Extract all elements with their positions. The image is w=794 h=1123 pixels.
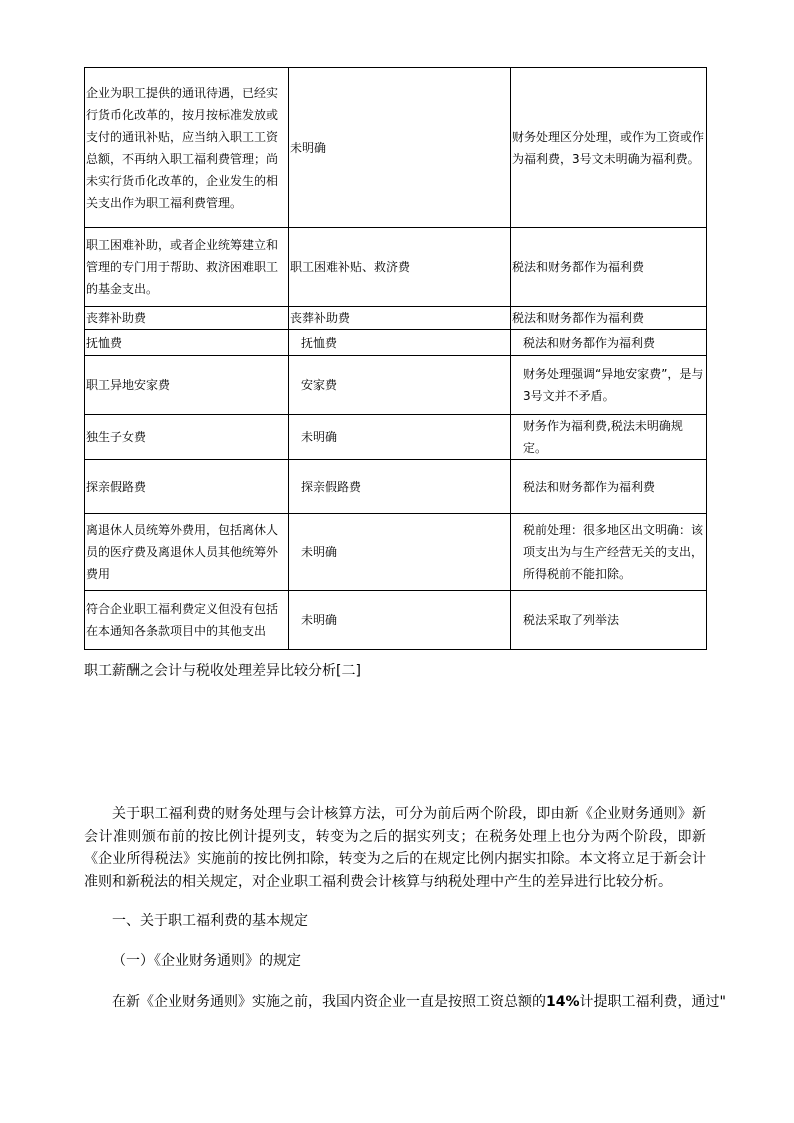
body-percentage: 14% [546,994,580,1010]
table-cell-tax: 未明确 [289,68,511,228]
table-cell-note: 税法采取了列举法 [511,591,707,650]
table-row [85,460,707,514]
table-row [85,228,707,307]
table-cell-note: 财务作为福利费,税法未明确规定。 [511,415,707,460]
table-cell-item: 丧葬补助费 [85,307,289,330]
table-cell-tax: 未明确 [289,415,511,460]
table-cell-note: 财务处理区分处理，或作为工资或作为福利费，3号文未明确为福利费。 [511,68,707,228]
table-cell-note: 税法和财务都作为福利费 [511,460,707,514]
intro-paragraph: 关于职工福利费的财务处理与会计核算方法，可分为前后两个阶段，即由新《企业财务通则》新会计准则颁布前的按比例计提列支，转变为之后的据实列支；在税务处理上也分为两个阶段，即新《企业所得税法》实施前的按比例扣除，转变为之后的在规定比例内据实扣除。本文将立足于新会计准则和新税法的相关规定，对企业职工福利费会计核算与纳税处理中产生的差异进行比较分析。 [84,806,706,890]
table-cell-item: 独生子女费 [85,415,289,460]
table-cell-tax: 探亲假路费 [289,460,511,514]
table-row [85,591,707,650]
table-row [85,356,707,415]
table-cell-note: 税法和财务都作为福利费 [511,228,707,307]
table-cell-item: 探亲假路费 [85,460,289,514]
comparison-table [84,67,707,650]
table-cell-tax: 丧葬补助费 [289,307,511,330]
table-row [85,68,707,228]
heading-finance-rules: （一）《企业财务通则》的规定 [112,953,301,969]
table-cell-tax: 职工困难补贴、救济费 [289,228,511,307]
body-text: 在新《企业财务通则》实施之前，我国内资企业一直是按照工资总额的 [112,994,546,1010]
table-cell-item: 抚恤费 [85,330,289,356]
table-cell-item: 离退休人员统筹外费用，包括离休人员的医疗费及离退休人员其他统筹外费用 [85,514,289,591]
table-cell-tax: 未明确 [289,591,511,650]
table-cell-note: 税法和财务都作为福利费 [511,307,707,330]
table-row [85,415,707,460]
table-cell-tax: 未明确 [289,514,511,591]
table-cell-note: 税前处理：很多地区出文明确：该项支出为与生产经营无关的支出，所得税前不能扣除。 [511,514,707,591]
heading-basic-rules: 一、关于职工福利费的基本规定 [112,913,308,929]
table-cell-item: 企业为职工提供的通讯待遇，已经实行货币化改革的，按月按标准发放或支付的通讯补贴，应当纳入职工工资总额，不再纳入职工福利费管理；尚未实行货币化改革的，企业发生的相关支出作为职工福利费管理。 [85,68,289,228]
table-cell-item: 职工异地安家费 [85,356,289,415]
body-paragraph [84,991,726,1014]
table-row [85,330,707,356]
table-cell-tax: 安家费 [289,356,511,415]
table-cell-note: 税法和财务都作为福利费 [511,330,707,356]
table-row [85,307,707,330]
table-cell-item: 符合企业职工福利费定义但没有包括在本通知各条款项目中的其他支出 [85,591,289,650]
table-row [85,514,707,591]
section-title: 职工薪酬之会计与税收处理差异比较分析[二] [84,663,361,679]
body-text-continued: 计提职工福利费，通过" [579,994,726,1010]
table-cell-note: 财务处理强调“异地安家费”，是与3号文并不矛盾。 [511,356,707,415]
table-cell-tax: 抚恤费 [289,330,511,356]
table-cell-item: 职工困难补助，或者企业统筹建立和管理的专门用于帮助、救济困难职工的基金支出。 [85,228,289,307]
